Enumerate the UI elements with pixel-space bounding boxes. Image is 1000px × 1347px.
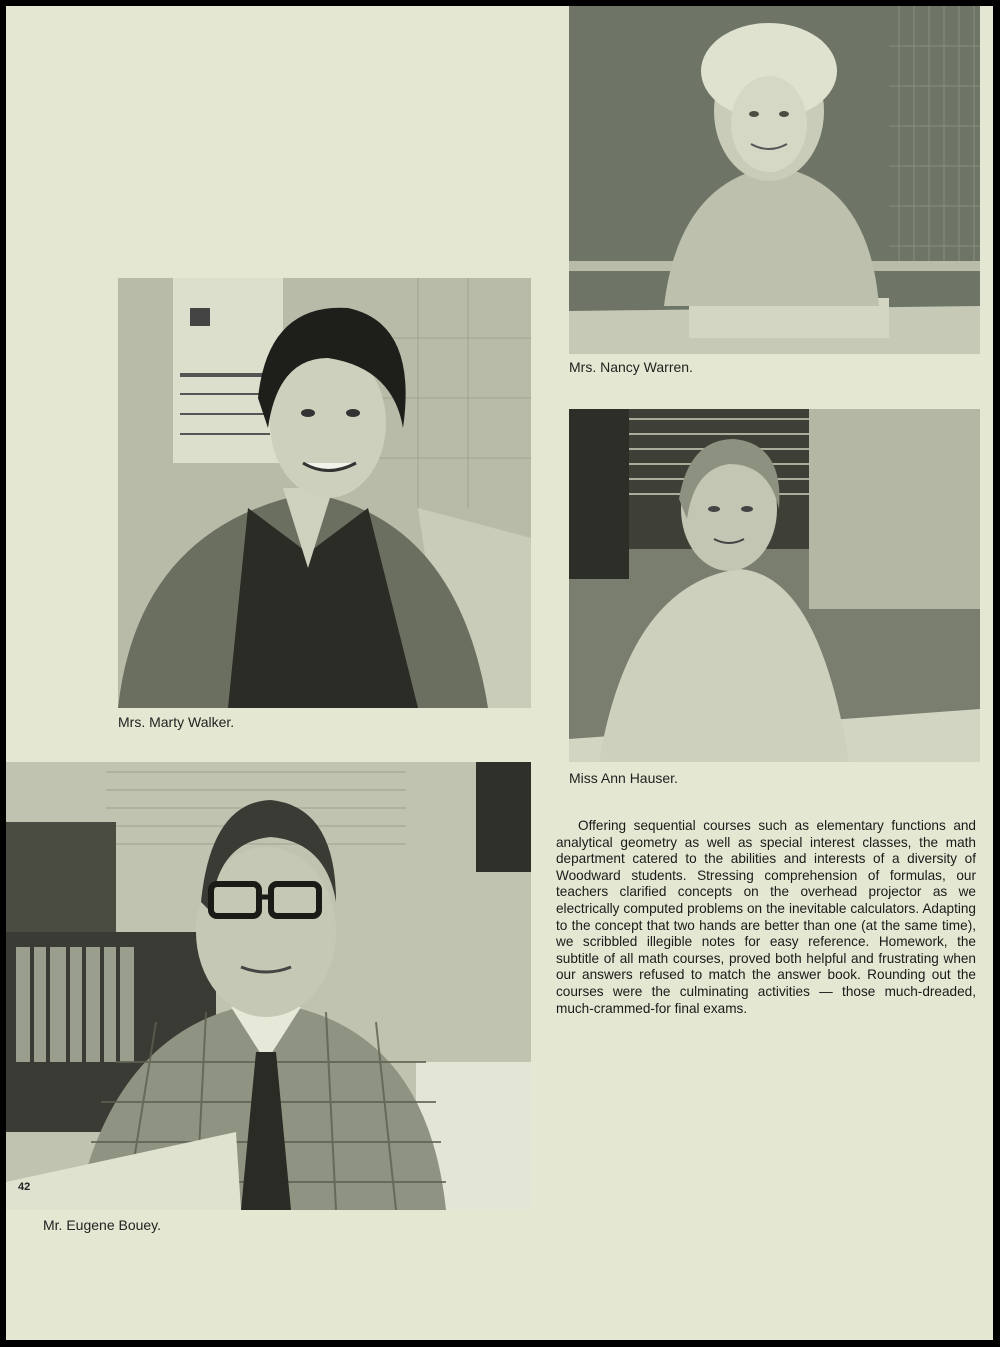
- photo-nancy-warren: [569, 6, 980, 354]
- article-body-text: Offering sequential courses such as elementary functions and analytical geometry as well as special interest classes, the math department catered to the abilities and interests of a diversity of Woodward students. Stressing comprehension of formulas, our teachers clarified concepts on the overhead projector as we electrically computed problems on the inevitable calculators. Adapting to the concept that two hands are better than one (at the same time), we scribbled illegible notes for easy reference. Homework, the subtitle of all math courses, proved both helpful and frustrating when our answers refused to match the answer book. Rounding out the courses were the culminating activities — those much-dreaded, much-crammed-for final exams.: [556, 818, 976, 1016]
- photo-marty-walker: [118, 278, 531, 708]
- page-number: 42: [18, 1181, 31, 1193]
- photo-eugene-bouey: [6, 762, 531, 1210]
- caption-ann-hauser: Miss Ann Hauser.: [569, 770, 678, 786]
- yearbook-page: [6, 6, 993, 1340]
- caption-nancy-warren: Mrs. Nancy Warren.: [569, 359, 693, 375]
- caption-marty-walker: Mrs. Marty Walker.: [118, 714, 235, 730]
- photo-ann-hauser: [569, 409, 980, 762]
- caption-eugene-bouey: Mr. Eugene Bouey.: [43, 1217, 162, 1233]
